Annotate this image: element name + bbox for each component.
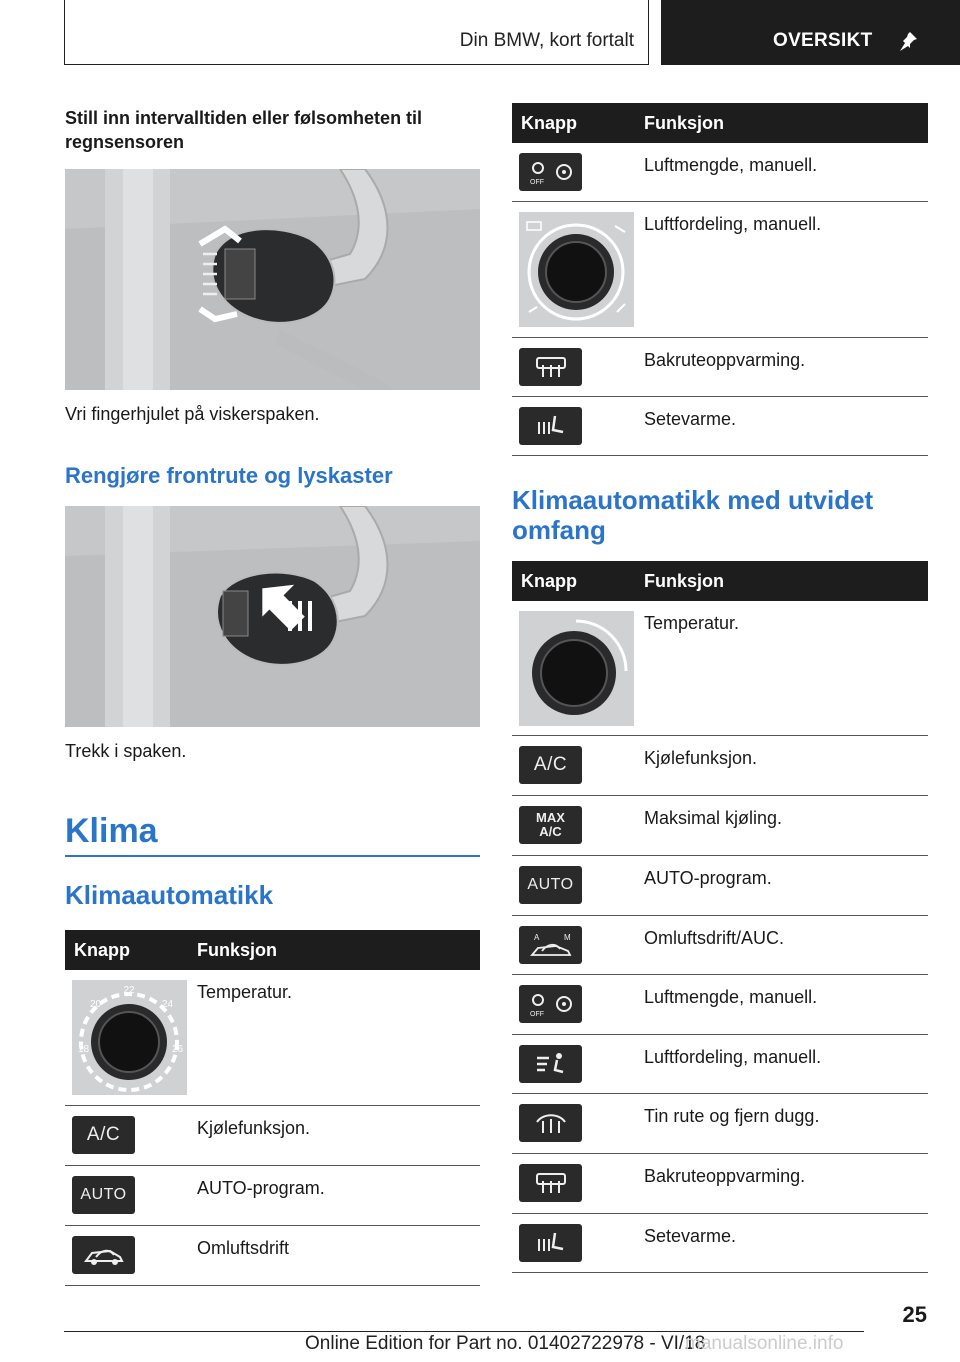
temperature-dial-button[interactable] — [519, 611, 634, 726]
auto-heading: Klimaautomatikk — [65, 880, 274, 910]
rear-window-heat-icon — [531, 353, 571, 381]
footer-brand-watermark: manualsonline.info — [685, 1333, 844, 1354]
table-row — [512, 202, 928, 338]
extended-heading: Klimaautomatikk med utvidet omfang — [512, 485, 874, 545]
fan-speed-button[interactable] — [519, 153, 582, 191]
function-text: Setevarme. — [644, 1226, 737, 1246]
fan-icon — [526, 989, 576, 1019]
function-text: Setevarme. — [644, 409, 737, 429]
function-text: AUTO-program. — [197, 1178, 325, 1198]
climate-table — [65, 930, 480, 1286]
recirculation-button[interactable] — [72, 1236, 135, 1274]
page-number: 25 — [902, 1302, 927, 1327]
auto-button[interactable]: AUTO — [72, 1176, 135, 1214]
header-chapter-label: OVERSIKT — [773, 30, 873, 51]
svg-text:18: 18 — [78, 1044, 90, 1055]
fan-speed-button[interactable] — [519, 985, 582, 1023]
max-ac-button[interactable]: MAX A/C — [519, 806, 582, 844]
function-text: AUTO-program. — [644, 868, 772, 888]
table-row — [512, 916, 928, 975]
recirculation-auc-button[interactable] — [519, 926, 582, 964]
klima-heading: Klima — [65, 812, 158, 850]
table-row — [512, 975, 928, 1035]
function-text: Kjølefunksjon. — [644, 748, 758, 768]
wiper-pull-illustration — [65, 506, 480, 727]
rear-defrost-button[interactable] — [519, 1164, 582, 1202]
table-row — [65, 970, 480, 1106]
seat-heat-icon — [531, 412, 571, 440]
function-text: Luftfordeling, manuell. — [644, 214, 822, 234]
ac-button[interactable]: A/C — [519, 746, 582, 784]
windshield-defrost-icon — [531, 1109, 571, 1137]
table-header: Knapp Funksjon — [512, 103, 928, 143]
function-text: Temperatur. — [644, 613, 740, 633]
table-row — [512, 397, 928, 456]
defrost-button[interactable] — [519, 1104, 582, 1142]
clean-caption: Trekk i spaken. — [65, 741, 187, 761]
seat-heat-icon — [531, 1229, 571, 1257]
function-text: Omluftsdrift — [197, 1238, 290, 1258]
function-text: Tin rute og fjern dugg. — [644, 1106, 820, 1126]
temperature-dial-button[interactable] — [72, 980, 187, 1095]
svg-text:20: 20 — [90, 999, 102, 1010]
rear-window-heat-icon — [531, 1169, 571, 1197]
footer-divider — [64, 1331, 864, 1332]
rain-sensor-subheading: Still inn intervalltiden eller følsomheten til regnsensoren — [65, 108, 423, 152]
table-row — [65, 1106, 480, 1166]
rain-caption: Vri fingerhjulet på viskerspaken. — [65, 404, 320, 424]
function-text: Luftmengde, manuell. — [644, 155, 818, 175]
svg-text:OFF: OFF — [529, 1011, 544, 1018]
fan-icon — [526, 157, 576, 187]
table-row — [65, 1166, 480, 1226]
table-header: Knapp Funksjon — [512, 561, 928, 601]
table-row — [512, 601, 928, 736]
seat-heating-button[interactable] — [519, 1224, 582, 1262]
footer-edition: Online Edition for Part no. 01402722978 - VI/18 — [305, 1333, 706, 1354]
table-row — [512, 338, 928, 397]
seat-heating-button[interactable] — [519, 407, 582, 445]
table-row — [65, 1226, 480, 1286]
air-distribution-icon — [531, 1050, 571, 1078]
air-distribution-button[interactable] — [519, 1045, 582, 1083]
function-text: Bakruteoppvarming. — [644, 1166, 806, 1186]
table-row — [512, 143, 928, 202]
svg-text:24: 24 — [162, 999, 174, 1010]
function-text: Kjølefunksjon. — [197, 1118, 311, 1138]
rear-defrost-button[interactable] — [519, 348, 582, 386]
header-chapter-tab[interactable] — [661, 0, 960, 65]
header-section-title: Din BMW, kort fortalt — [459, 30, 634, 51]
ac-button[interactable]: A/C — [72, 1116, 135, 1154]
function-text: Omluftsdrift/AUC. — [644, 928, 785, 948]
wiper-wheel-illustration — [65, 169, 480, 390]
function-text: Temperatur. — [197, 982, 293, 1002]
table-row — [512, 1094, 928, 1154]
table-header: Knapp Funksjon — [65, 930, 480, 970]
auto-button[interactable]: AUTO — [519, 866, 582, 904]
recirculation-auc-icon — [526, 930, 576, 960]
function-text: Bakruteoppvarming. — [644, 350, 806, 370]
air-distribution-dial[interactable] — [519, 212, 634, 327]
clean-heading: Rengjøre frontrute og lyskaster — [65, 463, 393, 488]
table-row — [512, 1154, 928, 1214]
svg-text:22: 22 — [123, 985, 135, 996]
extended-climate-table — [512, 561, 928, 1273]
function-text: Maksimal kjøling. — [644, 808, 783, 828]
table-row — [512, 1035, 928, 1094]
climate-table-continued — [512, 103, 928, 456]
pin-icon — [896, 29, 920, 53]
function-text: Luftmengde, manuell. — [644, 987, 818, 1007]
klima-underline — [65, 855, 480, 857]
table-row — [512, 1214, 928, 1273]
header-section-box — [64, 0, 649, 65]
table-row — [512, 856, 928, 916]
recirculation-icon — [82, 1243, 126, 1267]
svg-text:OFF: OFF — [529, 179, 544, 186]
function-text: Luftfordeling, manuell. — [644, 1047, 822, 1067]
table-row — [512, 796, 928, 856]
svg-text:A: A — [533, 933, 539, 942]
svg-text:M: M — [563, 933, 571, 942]
svg-text:26: 26 — [172, 1044, 184, 1055]
table-row — [512, 736, 928, 796]
